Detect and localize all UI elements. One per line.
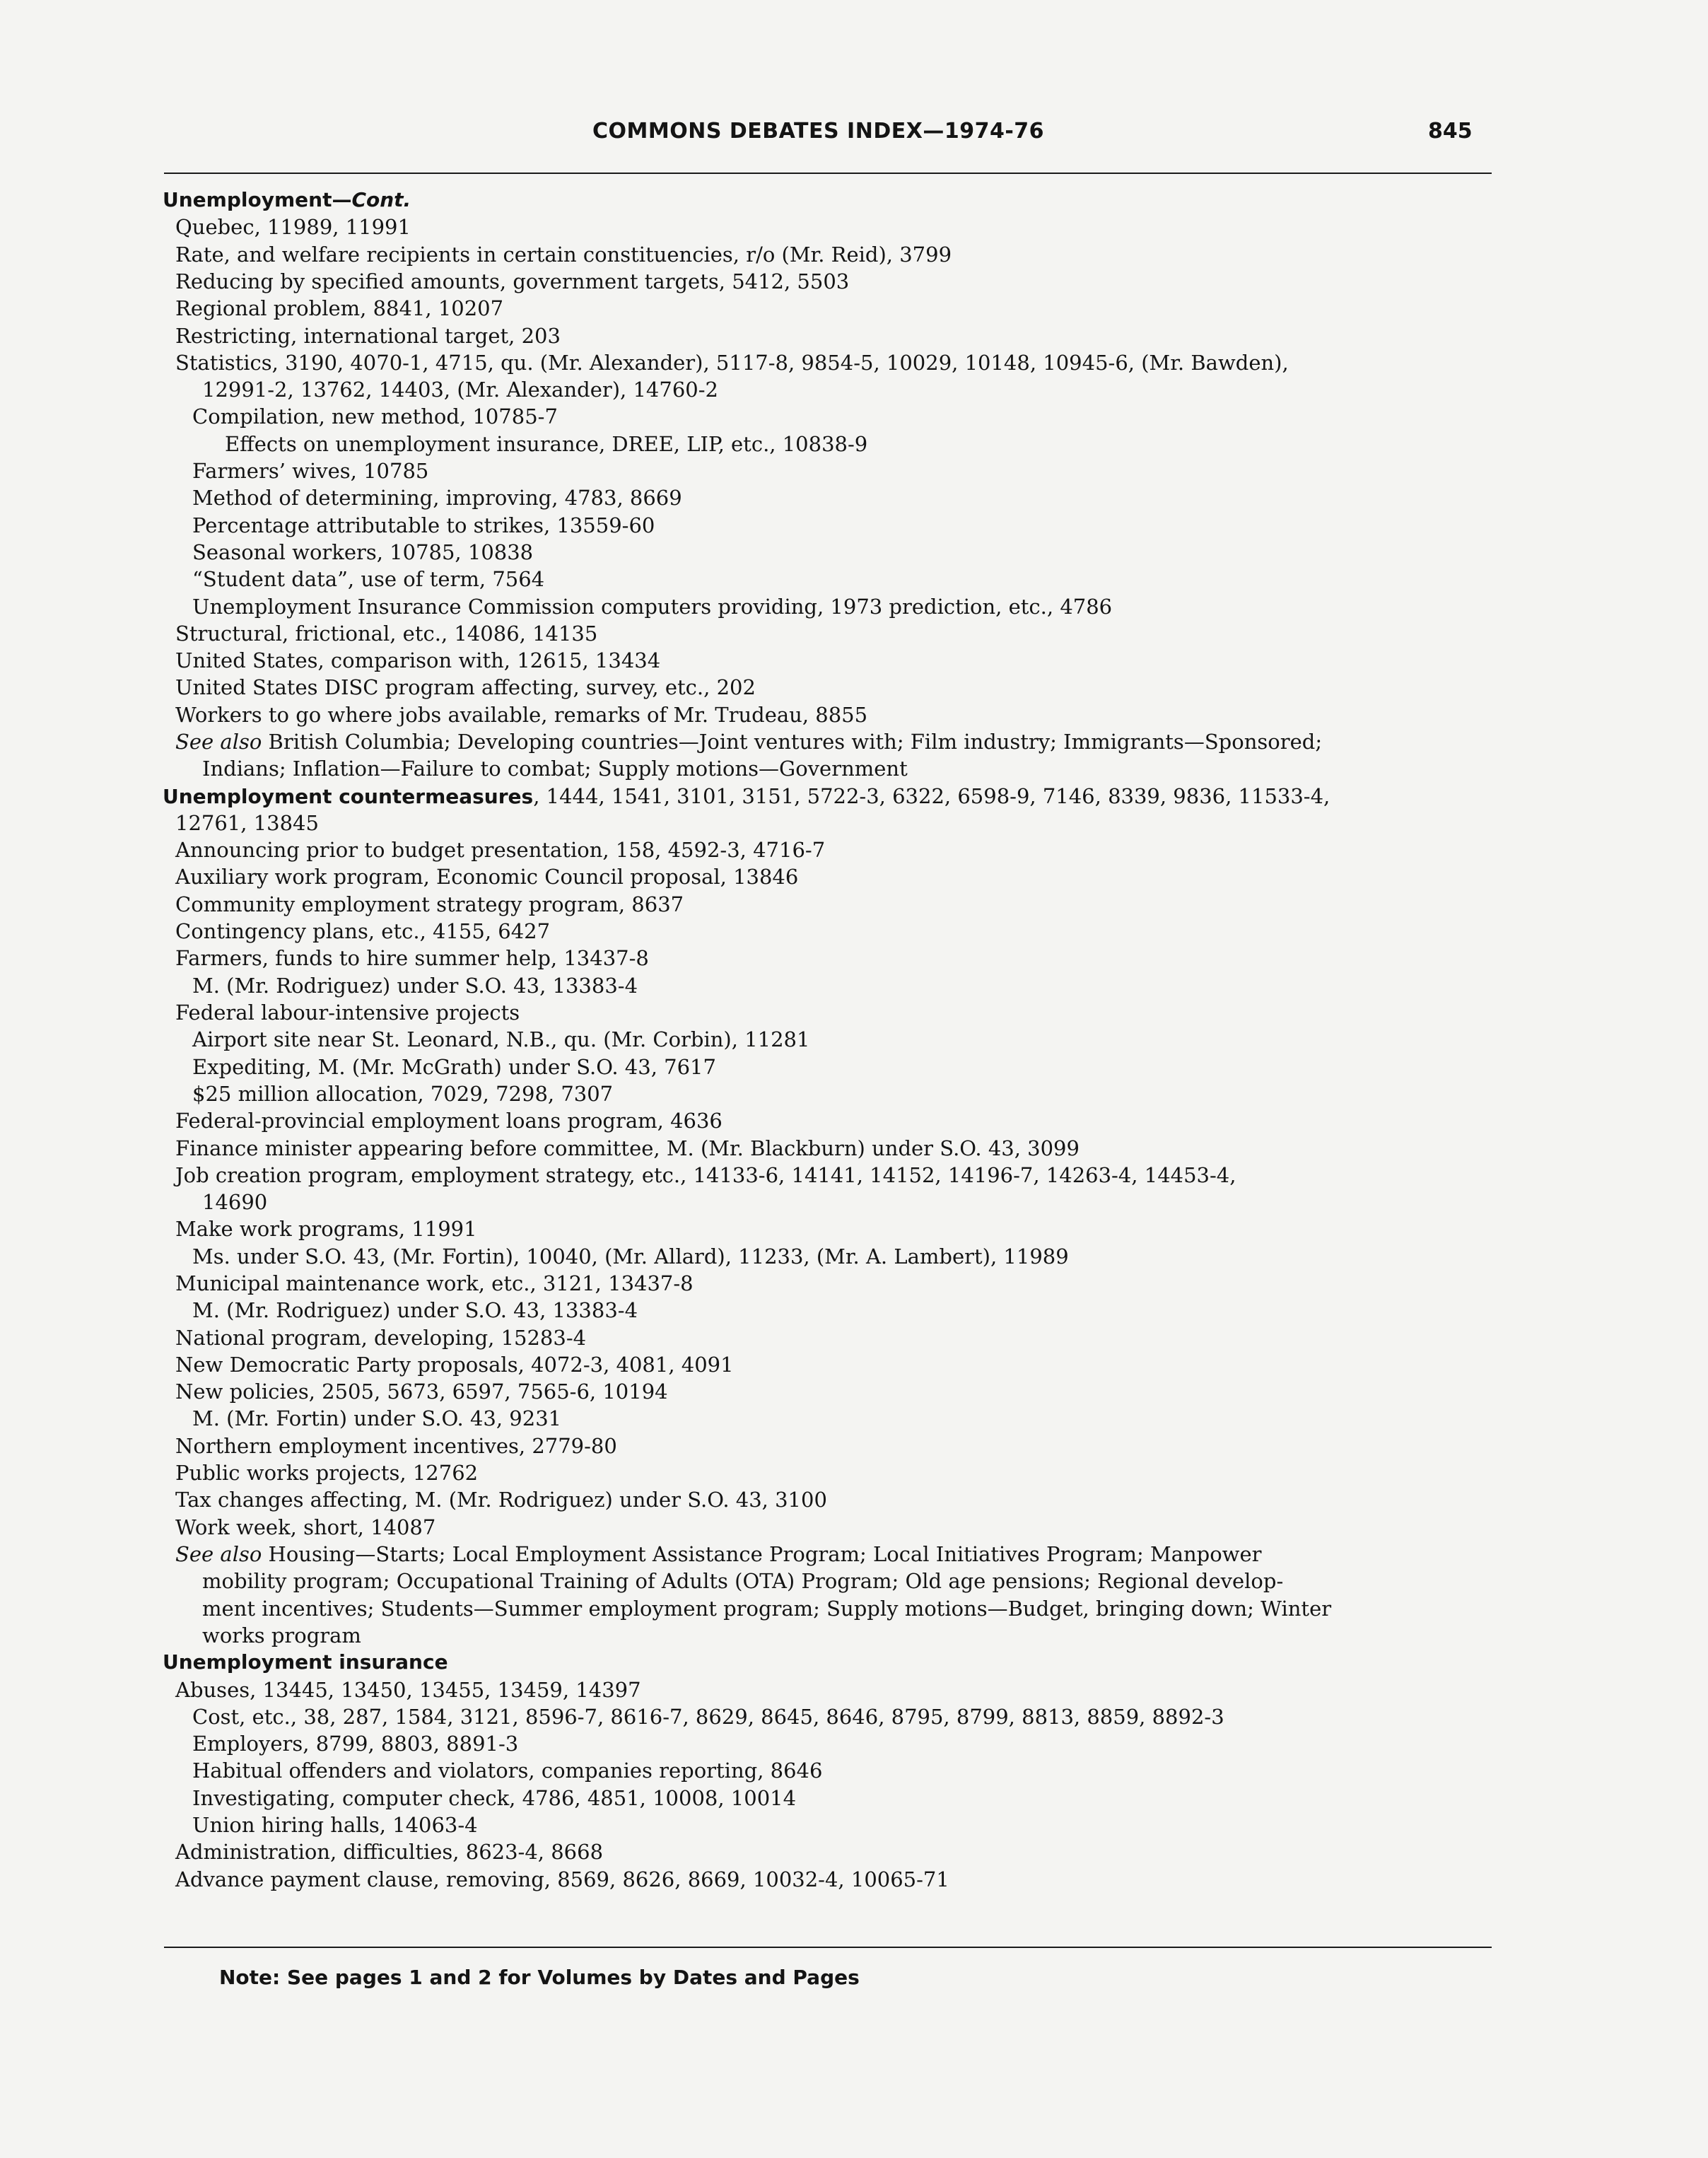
entry-text: New Democratic Party proposals, 4072-3, 4081, 4091 bbox=[175, 1353, 734, 1377]
index-entry bbox=[163, 1838, 1504, 1865]
index-entry bbox=[163, 1595, 1531, 1622]
index-entry bbox=[163, 810, 1504, 836]
index-entry bbox=[163, 1568, 1531, 1594]
entry-text: Structural, frictional, etc., 14086, 14135 bbox=[175, 622, 598, 646]
entry-text: Auxiliary work program, Economic Council proposal, 13846 bbox=[175, 865, 799, 889]
entry-text: Farmers’ wives, 10785 bbox=[192, 459, 429, 483]
index-entry bbox=[163, 295, 1504, 322]
index-entry bbox=[163, 376, 1531, 403]
entry-text: Method of determining, improving, 4783, 8669 bbox=[192, 486, 682, 510]
index-entry bbox=[163, 1785, 1521, 1812]
index-entry bbox=[163, 674, 1504, 701]
entry-text: Ms. under S.O. 43, (Mr. Fortin), 10040, (Mr. Allard), 11233, (Mr. A. Lambert), 11989 bbox=[192, 1244, 1069, 1268]
index-entry bbox=[163, 1433, 1504, 1459]
entry-text: 14690 bbox=[202, 1190, 268, 1214]
index-entry bbox=[163, 891, 1504, 918]
index-entry bbox=[163, 1270, 1504, 1297]
index-entry bbox=[163, 484, 1521, 511]
entry-text: Federal labour-intensive projects bbox=[175, 1001, 520, 1025]
entry-text: Quebec, 11989, 11991 bbox=[175, 215, 411, 239]
entry-text: Community employment strategy program, 8637 bbox=[175, 892, 684, 916]
index-entry bbox=[163, 1622, 1531, 1649]
entry-text: Expediting, M. (Mr. McGrath) under S.O. 43, 7617 bbox=[192, 1055, 716, 1079]
entry-text: Job creation program, employment strategy, etc., 14133-6, 14141, 14152, 14196-7, 14263-4, 14453-4, bbox=[175, 1163, 1236, 1187]
index-entry bbox=[163, 1324, 1504, 1351]
index-heading bbox=[163, 783, 1492, 810]
index-entry bbox=[163, 1107, 1504, 1134]
index-entry bbox=[163, 1026, 1521, 1053]
entry-text: Indians; Inflation—Failure to combat; Supply motions—Government bbox=[202, 757, 908, 781]
entry-text: Compilation, new method, 10785-7 bbox=[192, 404, 558, 428]
entry-text: Public works projects, 12762 bbox=[175, 1461, 479, 1485]
index-entry bbox=[163, 945, 1504, 972]
entry-text: Investigating, computer check, 4786, 4851, 10008, 10014 bbox=[192, 1786, 797, 1810]
index-heading bbox=[163, 187, 1492, 214]
entry-text: Finance minister appearing before committee, M. (Mr. Blackburn) under S.O. 43, 3099 bbox=[175, 1136, 1080, 1160]
index-entry bbox=[163, 1162, 1504, 1189]
entry-text: Airport site near St. Leonard, N.B., qu. (Mr. Corbin), 11281 bbox=[192, 1027, 810, 1051]
index-entry bbox=[163, 1486, 1504, 1513]
footer-note: Note: See pages 1 and 2 for Volumes by Dates and Pages bbox=[219, 1966, 860, 1989]
index-entry bbox=[163, 755, 1531, 782]
entry-text: New policies, 2505, 5673, 6597, 7565-6, 10194 bbox=[175, 1380, 668, 1404]
entry-text: Statistics, 3190, 4070-1, 4715, qu. (Mr. Alexander), 5117-8, 9854-5, 10029, 10148, 10945-6, (Mr. Bawden), bbox=[175, 351, 1289, 375]
entry-text: Unemployment Insurance Commission computers providing, 1973 prediction, etc., 4786 bbox=[192, 595, 1113, 619]
entry-text: National program, developing, 15283-4 bbox=[175, 1326, 587, 1350]
index-entry bbox=[163, 1866, 1504, 1893]
entry-text: , 1444, 1541, 3101, 3151, 5722-3, 6322, 6598-9, 7146, 8339, 9836, 11533-4, bbox=[533, 784, 1330, 808]
index-entry bbox=[163, 241, 1504, 268]
index-entry bbox=[163, 1541, 1504, 1568]
index-entry bbox=[163, 1378, 1504, 1405]
entry-text: Regional problem, 8841, 10207 bbox=[175, 296, 504, 320]
entry-text: Abuses, 13445, 13450, 13455, 13459, 14397 bbox=[175, 1678, 641, 1702]
index-entry bbox=[163, 512, 1521, 539]
entry-text: British Columbia; Developing countries—Joint ventures with; Film industry; Immigrants—Sponsored; bbox=[262, 730, 1323, 754]
entry-text: M. (Mr. Rodriguez) under S.O. 43, 13383-4 bbox=[192, 974, 638, 998]
index-entry bbox=[163, 728, 1504, 755]
index-entry bbox=[163, 1703, 1521, 1730]
entry-text: mobility program; Occupational Training of Adults (OTA) Program; Old age pensions; Regional develop- bbox=[202, 1569, 1284, 1593]
entry-text: Housing—Starts; Local Employment Assistance Program; Local Initiatives Program; Manpower bbox=[262, 1542, 1262, 1566]
entry-text: Advance payment clause, removing, 8569, 8626, 8669, 10032-4, 10065-71 bbox=[175, 1867, 949, 1891]
index-entry bbox=[163, 918, 1504, 945]
index-entry bbox=[163, 1297, 1521, 1324]
index-entry bbox=[163, 1135, 1504, 1162]
page-title: COMMONS DEBATES INDEX—1974-76 bbox=[592, 119, 1045, 144]
entry-text: Restricting, international target, 203 bbox=[175, 324, 561, 348]
index-entry bbox=[163, 539, 1521, 566]
entry-text: Contingency plans, etc., 4155, 6427 bbox=[175, 919, 551, 943]
entry-text: Announcing prior to budget presentation, 158, 4592-3, 4716-7 bbox=[175, 838, 826, 862]
entry-text: Municipal maintenance work, etc., 3121, 13437-8 bbox=[175, 1271, 694, 1295]
entry-text: Cost, etc., 38, 287, 1584, 3121, 8596-7, 8616-7, 8629, 8645, 8646, 8795, 8799, 8813, 8859, 8892-3 bbox=[192, 1705, 1224, 1729]
index-entry bbox=[163, 1054, 1521, 1080]
index-entry bbox=[163, 431, 1554, 457]
index-entry bbox=[163, 1189, 1531, 1215]
index-entry bbox=[163, 593, 1521, 620]
index-entry bbox=[163, 647, 1504, 674]
index-entry bbox=[163, 1730, 1521, 1757]
entry-text: Employers, 8799, 8803, 8891-3 bbox=[192, 1732, 519, 1756]
entry-text: Make work programs, 11991 bbox=[175, 1217, 477, 1241]
entry-text: United States DISC program affecting, survey, etc., 202 bbox=[175, 675, 756, 699]
index-entry bbox=[163, 1351, 1504, 1378]
index-entry bbox=[163, 566, 1521, 593]
entry-text: 12761, 13845 bbox=[175, 811, 319, 835]
entry-text: M. (Mr. Rodriguez) under S.O. 43, 13383-4 bbox=[192, 1298, 638, 1322]
entry-text: Farmers, funds to hire summer help, 13437-8 bbox=[175, 946, 649, 970]
index-entry bbox=[163, 1812, 1521, 1838]
entry-text: works program bbox=[202, 1623, 361, 1647]
italic-text: See also bbox=[175, 730, 262, 754]
page-number: 845 bbox=[1428, 119, 1473, 144]
index-entry bbox=[163, 1514, 1504, 1541]
index-entry bbox=[163, 836, 1504, 863]
entry-text: Rate, and welfare recipients in certain constituencies, r/o (Mr. Reid), 3799 bbox=[175, 243, 952, 267]
index-entry bbox=[163, 1676, 1504, 1703]
entry-text: Federal-provincial employment loans program, 4636 bbox=[175, 1109, 723, 1133]
entry-text: Work week, short, 14087 bbox=[175, 1515, 436, 1539]
entry-text: Reducing by specified amounts, government targets, 5412, 5503 bbox=[175, 269, 850, 293]
italic-text: See also bbox=[175, 1542, 262, 1566]
index-entry bbox=[163, 1215, 1504, 1242]
entry-text: Northern employment incentives, 2779-80 bbox=[175, 1434, 617, 1458]
entry-text: Effects on unemployment insurance, DREE, LIP, etc., 10838-9 bbox=[225, 432, 868, 456]
index-entry bbox=[163, 999, 1504, 1026]
italic-text: Cont. bbox=[351, 188, 411, 211]
index-entry bbox=[163, 620, 1504, 647]
entry-text: ment incentives; Students—Summer employment program; Supply motions—Budget, bringing down; Winter bbox=[202, 1597, 1332, 1621]
entry-text: Seasonal workers, 10785, 10838 bbox=[192, 540, 534, 564]
index-entry bbox=[163, 1405, 1521, 1432]
entry-text: M. (Mr. Fortin) under S.O. 43, 9231 bbox=[192, 1406, 562, 1430]
entry-text: Percentage attributable to strikes, 13559-60 bbox=[192, 513, 655, 537]
entry-text: Administration, difficulties, 8623-4, 8668 bbox=[175, 1840, 604, 1864]
entry-text: Unemployment— bbox=[163, 188, 352, 211]
index-entry bbox=[163, 701, 1504, 728]
index-entry bbox=[163, 972, 1521, 999]
index-entry bbox=[163, 322, 1504, 349]
index-entry bbox=[163, 349, 1504, 376]
index-entry bbox=[163, 1243, 1521, 1270]
entry-text: Unemployment countermeasures bbox=[163, 785, 534, 808]
entry-text: “Student data”, use of term, 7564 bbox=[192, 567, 545, 591]
index-entry bbox=[163, 863, 1504, 890]
entry-text: $25 million allocation, 7029, 7298, 7307 bbox=[192, 1082, 614, 1106]
entry-text: United States, comparison with, 12615, 13434 bbox=[175, 648, 661, 672]
index-entry bbox=[163, 1459, 1504, 1486]
entry-text: Union hiring halls, 14063-4 bbox=[192, 1813, 478, 1837]
index-entry bbox=[163, 268, 1504, 295]
header-rule bbox=[164, 173, 1492, 174]
entry-text: Habitual offenders and violators, companies reporting, 8646 bbox=[192, 1759, 823, 1783]
entry-text: Unemployment insurance bbox=[163, 1650, 448, 1674]
index-entry bbox=[163, 1757, 1521, 1784]
index-entry bbox=[163, 457, 1521, 484]
entry-text: Workers to go where jobs available, remarks of Mr. Trudeau, 8855 bbox=[175, 703, 868, 727]
index-heading bbox=[163, 1649, 1492, 1676]
index-entry bbox=[163, 214, 1504, 240]
entry-text: 12991-2, 13762, 14403, (Mr. Alexander), 14760-2 bbox=[202, 378, 718, 402]
index-entry bbox=[163, 403, 1521, 430]
footer-rule bbox=[164, 1947, 1492, 1948]
index-entry bbox=[163, 1080, 1521, 1107]
entry-text: Tax changes affecting, M. (Mr. Rodriguez) under S.O. 43, 3100 bbox=[175, 1488, 827, 1512]
